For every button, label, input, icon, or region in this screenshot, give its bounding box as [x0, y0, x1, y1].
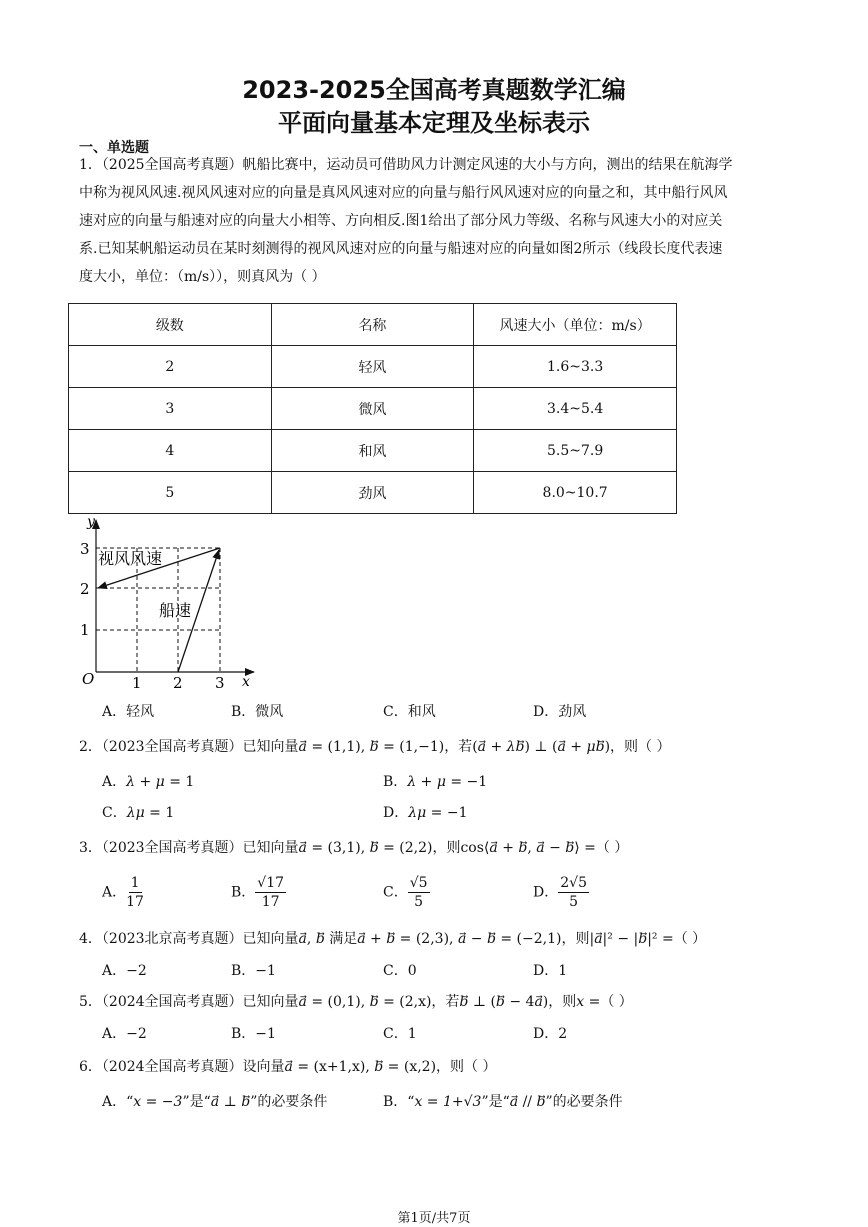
table-row — [69, 430, 677, 472]
q2-tail: ，则（ ） — [610, 739, 671, 755]
origin-label: O — [82, 670, 95, 688]
table-cell: 3.4~5.4 — [474, 388, 677, 430]
q3-option-c[interactable]: C． $\frac{√5}{5}$ — [383, 875, 428, 910]
q2-prefix: 2．（2023全国高考真题）已知向量 — [79, 739, 299, 755]
x-tick-label: 2 — [173, 674, 183, 692]
table-header-cell: 名称 — [271, 304, 474, 346]
y-tick-label: 2 — [80, 580, 90, 598]
table-cell: 微风 — [271, 388, 474, 430]
q2-cond: ，若 — [444, 739, 473, 755]
section-heading: 一、单选题 — [79, 140, 149, 156]
q2-option-d[interactable]: D．λμ = −1 — [383, 805, 468, 821]
table-cell: 和风 — [271, 430, 474, 472]
q1-option-b[interactable]: B．微风 — [231, 704, 284, 720]
table-cell: 劲风 — [271, 472, 474, 514]
q1-line: 速对应的向量与船速对应的向量大小相等、方向相反.图1给出了部分风力等级、名称与风速大小的对应关 — [79, 213, 723, 229]
q4-option-c[interactable]: C．0 — [383, 963, 417, 979]
table-header-cell: 级数 — [69, 304, 272, 346]
question-3: 3．（2023全国高考真题）已知向量a⃗ = (3,1), b⃗ = (2,2)，则cos⟨a⃗ + b⃗, a⃗ − b⃗⟩ =（ ） — [79, 840, 629, 856]
page-title: 2023-2025全国高考真题数学汇编 — [242, 76, 626, 104]
vector-figure — [74, 512, 264, 692]
q2-option-c[interactable]: C．λμ = 1 — [102, 805, 175, 821]
table-cell: 3 — [69, 388, 272, 430]
table-cell: 1.6~3.3 — [474, 346, 677, 388]
x-tick-label: 1 — [132, 674, 142, 692]
q6-option-b[interactable]: B．“x = 1+√3”是“a⃗ // b”的必要条件 — [383, 1094, 623, 1110]
y-tick-label: 1 — [80, 621, 90, 639]
table-cell: 8.0~10.7 — [474, 472, 677, 514]
q1-line: 度大小，单位：（m/s）），则真风为（ ） — [79, 269, 326, 285]
x-axis-label: x — [242, 674, 250, 690]
x-tick-label: 3 — [215, 674, 225, 692]
boat-speed-label: 船速 — [159, 601, 192, 620]
question-4: 4．（2023北京高考真题）已知向量a⃗, b⃗ 满足a⃗ + b⃗ = (2,3), a⃗ − b⃗ = (−2,1)，则|a⃗|² − |b⃗|² =（ ） — [79, 931, 707, 947]
q1-option-c[interactable]: C．和风 — [383, 704, 436, 720]
table-header-row — [69, 304, 677, 346]
table-row — [69, 388, 677, 430]
question-6: 6．（2024全国高考真题）设向量a⃗ = (x+1,x), b⃗ = (x,2)，则（ ） — [79, 1059, 497, 1075]
y-axis-label: y — [87, 514, 95, 530]
q1-option-d[interactable]: D．劲风 — [533, 704, 587, 720]
q1-option-a[interactable]: A．轻风 — [102, 704, 155, 720]
q5-option-b[interactable]: B．−1 — [231, 1026, 276, 1042]
q2-option-b[interactable]: B．λ + μ = −1 — [383, 774, 488, 790]
page-subtitle: 平面向量基本定理及坐标表示 — [278, 109, 590, 137]
table-cell: 轻风 — [271, 346, 474, 388]
table-cell: 4 — [69, 430, 272, 472]
q2-option-a[interactable]: A．λ + μ = 1 — [102, 774, 195, 790]
q5-option-d[interactable]: D．2 — [533, 1026, 568, 1042]
q6-option-a[interactable]: A．“x = −3”是“a⃗ ⊥ b”的必要条件 — [102, 1094, 328, 1110]
q5-option-a[interactable]: A．−2 — [102, 1026, 147, 1042]
page-footer: 第1页/共7页 — [397, 1211, 471, 1226]
q2-vec-a: (1,1) — [327, 739, 361, 755]
table-header-cell: 风速大小（单位：m/s） — [474, 304, 677, 346]
q4-option-d[interactable]: D．1 — [533, 963, 568, 979]
wind-scale-table — [68, 303, 677, 514]
q1-line: 系.已知某帆船运动员在某时刻测得的视风风速对应的向量与船速对应的向量如图2所示（线段长度代表速 — [79, 241, 723, 257]
question-1 — [79, 151, 791, 291]
q3-option-b[interactable]: B． $\frac{√17}{17}$ — [231, 875, 285, 910]
q5-option-c[interactable]: C．1 — [383, 1026, 417, 1042]
q1-line: 1．（2025全国高考真题）帆船比赛中，运动员可借助风力计测定风速的大小与方向，测出的结果在航海学 — [79, 157, 733, 173]
table-cell: 5.5~7.9 — [474, 430, 677, 472]
q1-line: 中称为视风风速.视风风速对应的向量是真风风速对应的向量与船行风风速对应的向量之和，其中船行风风 — [79, 185, 728, 201]
q4-option-b[interactable]: B．−1 — [231, 963, 276, 979]
q3-option-d[interactable]: D． $\frac{2√5}{5}$ — [533, 875, 587, 910]
q3-option-a[interactable]: A． $\frac{1}{17}$ — [102, 875, 144, 910]
y-tick-label: 3 — [80, 540, 90, 558]
table-cell: 2 — [69, 346, 272, 388]
apparent-wind-label: 视风风速 — [98, 549, 163, 568]
q2-vec-b: (1,−1) — [399, 739, 445, 755]
q3-prefix: 3．（2023全国高考真题）已知向量 — [79, 840, 299, 856]
question-2: 2．（2023全国高考真题）已知向量a = (1,1), b = (1,−1)，若(a⃗ + λb⃗) ⊥ (a⃗ + μb⃗)，则（ ） — [79, 739, 671, 755]
table-row — [69, 346, 677, 388]
table-cell: 5 — [69, 472, 272, 514]
table-row — [69, 472, 677, 514]
q4-option-a[interactable]: A．−2 — [102, 963, 147, 979]
question-5: 5．（2024全国高考真题）已知向量a⃗ = (0,1), b⃗ = (2,x)，若b⃗ ⊥ (b⃗ − 4a⃗)，则x =（ ） — [79, 994, 633, 1010]
